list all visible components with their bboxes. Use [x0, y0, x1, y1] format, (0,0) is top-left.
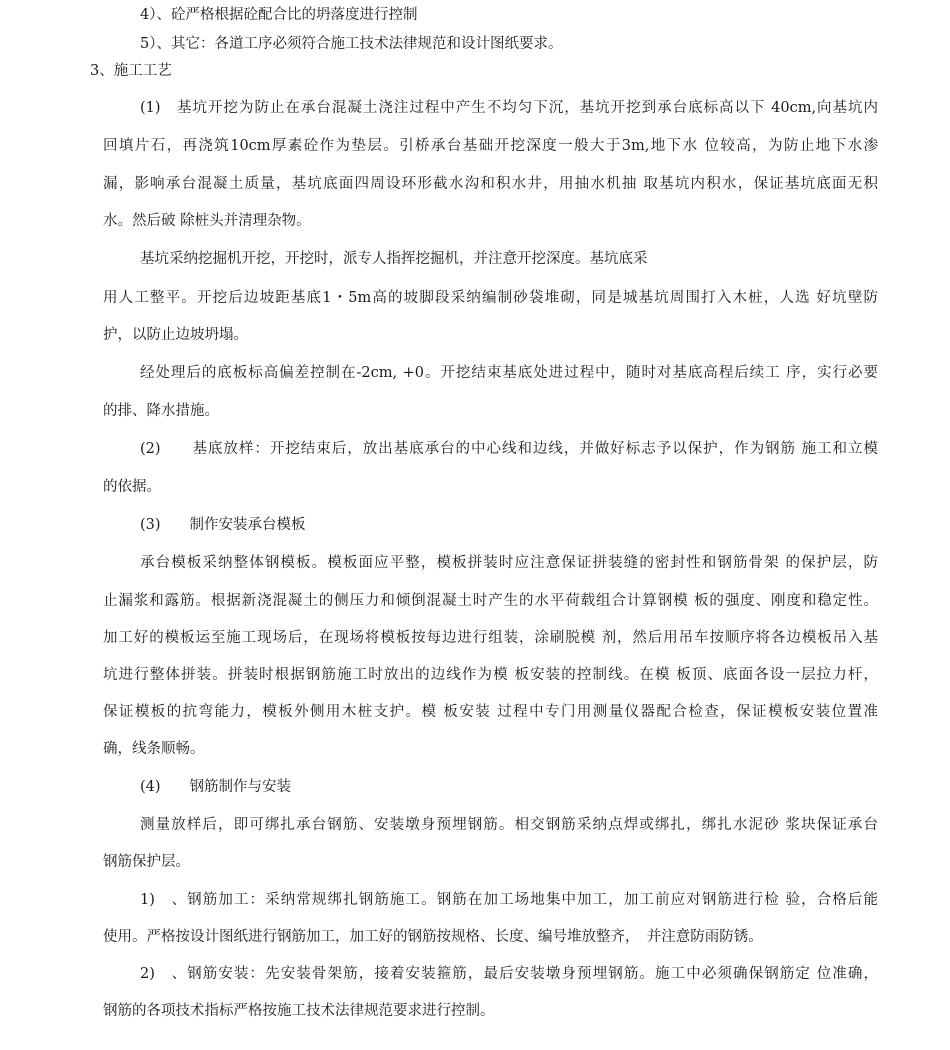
p7-line-2: 使用。严格按设计图纸进行钢筋加工，加工好的钢筋按规格、长度、编号堆放整齐， 并注意防雨防锈。	[103, 929, 763, 945]
p8-line-1: 2) 、钢筋安装：先安装骨架筋，接着安装箍筋，最后安装墩身预埋钢筋。施工中必须确保钢筋定 位准确，	[140, 966, 878, 982]
p1-line-1: (1) 基坑开挖为防止在承台混凝土浇注过程中产生不均匀下沉，基坑开挖到承台底标高以下 40cm,向基坑内	[140, 100, 878, 116]
subheading-formwork: (3) 制作安装承台模板	[140, 517, 306, 533]
p5-line-4: 坑进行整体拼装。拼装时根据钢筋施工时放出的边线作为模 板安装的控制线。在模 板顶、底面各设一层拉力杆，	[103, 667, 878, 683]
p3-line-2: 的排、降水措施。	[103, 403, 219, 419]
p5-line-5: 保证模板的抗弯能力，模板外侧用木桩支护。模 板安装 过程中专门用测量仪器配合检查，保证模板安装位置准	[103, 704, 878, 720]
p1-line-3: 漏，影响承台混凝土质量，基坑底面四周设环形截水沟和积水井，用抽水机抽 取基坑内积水，保证基坑底面无积	[103, 176, 878, 192]
p6-line-1: 测量放样后，即可绑扎承台钢筋、安装墩身预埋钢筋。相交钢筋采纳点焊或绑扎，绑扎水泥砂 浆块保证承台	[140, 817, 878, 833]
subheading-rebar: (4) 钢筋制作与安装	[140, 779, 292, 795]
p2-line-1: 基坑采纳挖掘机开挖，开挖时，派专人指挥挖掘机，并注意开挖深度。基坑底采	[140, 251, 648, 267]
p1-line-2: 回填片石，再浇筑10cm厚素砼作为垫层。引桥承台基础开挖深度一般大于3m,地下水 位较高，为防止地下水渗	[103, 138, 878, 154]
p1-line-4: 水。然后破 除桩头并清理杂物。	[103, 213, 311, 229]
section-3-heading: 3、施工工艺	[90, 63, 172, 79]
p3-line-1: 经处理后的底板标高偏差控制在-2cm, +0。开挖结束基底处进过程中，随时对基底高程后续工 序，实行必要	[140, 365, 878, 381]
p6-line-2: 钢筋保护层。	[103, 854, 190, 870]
p4-line-1: (2) 基底放样：开挖结束后，放出基底承台的中心线和边线，并做好标志予以保护，作为钢筋 施工和立模	[140, 441, 878, 457]
p5-line-6: 确，线条顺畅。	[103, 741, 205, 757]
p5-line-1: 承台模板采纳整体钢模板。模板面应平整，模板拼装时应注意保证拼装缝的密封性和钢筋骨架 的保护层，防	[140, 555, 878, 571]
p8-line-2: 钢筋的各项技术指标严格按施工技术法律规范要求进行控制。	[103, 1003, 495, 1019]
item-4-text: 4）、砼严格根据砼配合比的坍落度进行控制	[140, 7, 418, 23]
p2-line-2: 用人工整平。开挖后边坡距基底1・5m高的坡脚段采纳编制砂袋堆砌，同是城基坑周围打入木桩，人选 好坑壁防	[103, 290, 878, 306]
p5-line-3: 加工好的模板运至施工现场后，在现场将模板按每边进行组装，涂刷脱模 剂，然后用吊车按顺序将各边模板吊入基	[103, 630, 878, 646]
p5-line-2: 止漏浆和露筋。根据新浇混凝土的侧压力和倾倒混凝土时产生的水平荷载组合计算钢模 板的强度、刚度和稳定性。	[103, 593, 878, 609]
p2-line-3: 护，以防止边坡坍塌。	[103, 327, 248, 343]
p7-line-1: 1) 、钢筋加工：采纳常规绑扎钢筋施工。钢筋在加工场地集中加工，加工前应对钢筋进行检 验，合格后能	[140, 892, 878, 908]
p4-line-2: 的依据。	[103, 479, 161, 495]
item-5-text: 5）、其它：各道工序必须符合施工技术法律规范和设计图纸要求。	[140, 36, 563, 52]
